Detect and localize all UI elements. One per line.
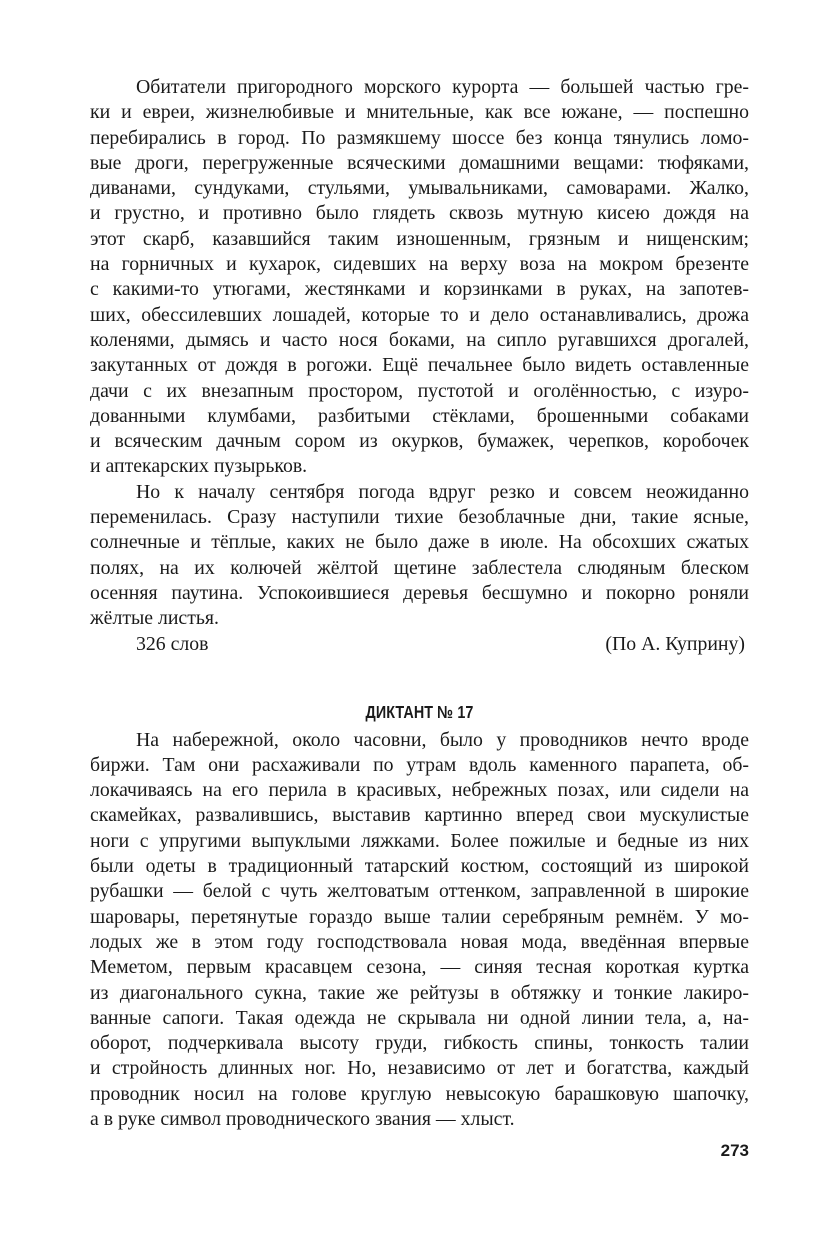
- dictation-17-text: [90, 728, 749, 1133]
- text-line: коленями, дымясь и часто нося боками, на сипло ругавшихся дрогалей,: [90, 328, 749, 351]
- page-number: 273: [720, 1141, 749, 1160]
- text-line: из диагонального сукна, такие же рейтузы в обтяжку и тонкие лакиро-: [90, 981, 749, 1004]
- text-line: ноги с упругими выпуклыми ляжками. Более пожилые и бедные из них: [90, 829, 749, 852]
- text-line: были одеты в традиционный татарский костюм, состоящий из широкой: [90, 855, 749, 878]
- text-line: дованными клумбами, разбитыми стёклами, брошенными собаками: [90, 404, 749, 427]
- word-count: 326 слов: [136, 632, 209, 655]
- text-line: ки и евреи, жизнелюбивые и мнительные, как все южане, — поспешно: [90, 101, 749, 124]
- text-line: рубашки — белой с чуть желтоватым оттенком, заправленной в широкие: [90, 880, 749, 903]
- paragraph: [90, 75, 749, 480]
- text-line: перебирались в город. По размякшему шоссе без конца тянулись ломо-: [90, 126, 749, 149]
- page-body: [90, 75, 749, 1132]
- attribution: (По А. Куприну): [605, 632, 745, 655]
- text-line: ших, обессилевших лошадей, которые то и дело останавливались, дрожа: [90, 303, 749, 326]
- text-line: полях, на их колючей жёлтой щетине заблестела слюдяным блеском: [90, 556, 749, 579]
- text-line: закутанных от дождя в рогожи. Ещё печальнее было видеть оставленные: [90, 354, 749, 377]
- text-line: этот скарб, казавшийся таким изношенным, грязным и нищенским;: [90, 227, 749, 250]
- text-line: осенняя паутина. Успокоившиеся деревья бесшумно и покорно роняли: [90, 581, 749, 604]
- text-line: дачи с их внезапным простором, пустотой и оголённостью, с изуро-: [90, 379, 749, 402]
- text-line: биржи. Там они расхаживали по утрам вдоль каменного парапета, об-: [90, 753, 749, 776]
- text-line: вые дроги, перегруженные всяческими домашними вещами: тюфяками,: [90, 151, 749, 174]
- text-line: шаровары, перетянутые гораздо выше талии серебряным ремнём. У мо-: [90, 905, 749, 928]
- text-line: а в руке символ проводнического звания — хлыст.: [90, 1107, 515, 1130]
- passage-signature: [90, 632, 749, 658]
- text-line: диванами, сундуками, стульями, умывальниками, самоварами. Жалко,: [90, 177, 749, 200]
- dictation-heading: ДИКТАНТ № 17: [365, 701, 474, 722]
- text-line: Обитатели пригородного морского курорта — большей частью гре-: [136, 76, 749, 98]
- text-line: и грустно, и противно было глядеть сквозь мутную кисею дождя на: [90, 202, 749, 225]
- text-line: На набережной, около часовни, было у проводников нечто вроде: [136, 728, 749, 751]
- text-line: Меметом, первым красавцем сезона, — синяя тесная короткая куртка: [90, 956, 749, 979]
- text-line: и аптекарских пузырьков.: [90, 455, 308, 478]
- paragraph: [90, 728, 749, 1133]
- text-line: оборот, подчеркивала высоту груди, гибкость спины, тонкость талии: [90, 1032, 749, 1055]
- text-line: ванные сапоги. Такая одежда не скрывала ни одной линии тела, а, на-: [90, 1006, 749, 1029]
- text-line: и всяческим дачным сором из окурков, бумажек, черепков, коробочек: [90, 430, 749, 453]
- text-line: с какими-то утюгами, жестянками и корзинками в руках, на запотев-: [90, 278, 749, 301]
- passage-16-text: [90, 75, 749, 632]
- text-line: проводник носил на голове круглую невысокую барашковую шапочку,: [90, 1082, 749, 1105]
- text-line: локачиваясь на его перила в красивых, небрежных позах, или сидели на: [90, 779, 749, 802]
- text-line: жёлтые листья.: [90, 607, 219, 630]
- text-line: на горничных и кухарок, сидевших на верху воза на мокром брезенте: [90, 253, 749, 276]
- text-line: переменилась. Сразу наступили тихие безоблачные дни, такие ясные,: [90, 506, 749, 529]
- text-line: солнечные и тёплые, каких не было даже в июле. На обсохших сжатых: [90, 531, 749, 554]
- text-line: скамейках, развалившись, выставив картинно вперед свои мускулистые: [90, 804, 749, 827]
- text-line: лодых же в этом году господствовала новая мода, введённая впервые: [90, 930, 749, 953]
- text-line: и стройность длинных ног. Но, независимо от лет и богатства, каждый: [90, 1057, 749, 1080]
- text-line: Но к началу сентября погода вдруг резко и совсем неожиданно: [136, 480, 749, 503]
- paragraph: [90, 480, 749, 632]
